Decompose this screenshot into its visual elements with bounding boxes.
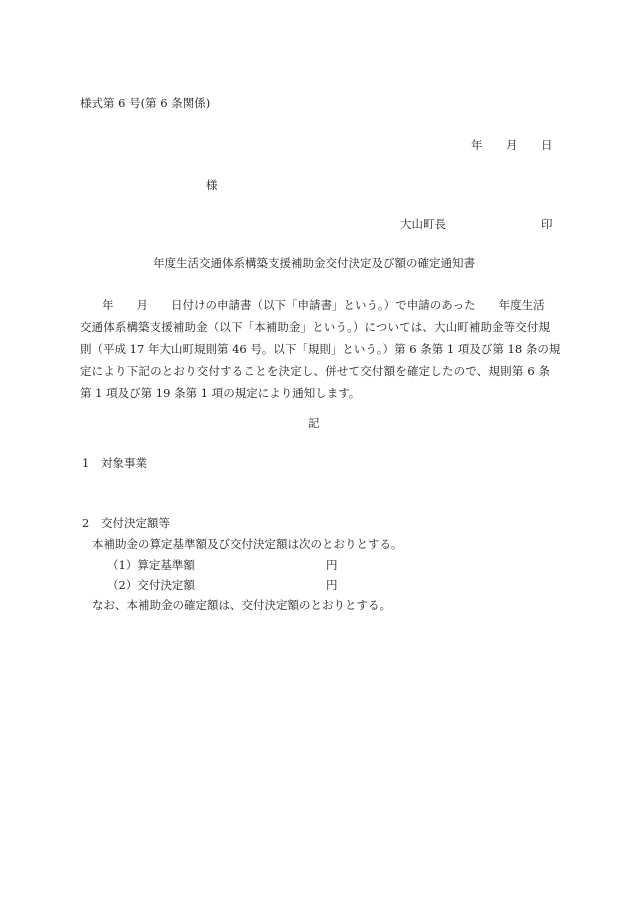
body-line: 定により下記のとおり交付することを決定し、併せて交付額を確定したので、規則第 6 条 [80, 364, 550, 378]
body-paragraph [80, 294, 561, 404]
date-day-label: 日 [541, 138, 553, 152]
date-year-label: 年 [471, 138, 483, 152]
form-number: 様式第 6 号(第 6 条関係) [80, 96, 211, 110]
section2-label: 交付決定額等 [101, 516, 170, 530]
body-line: 交通体系構築支援補助金（以下「本補助金」という。）については、大山町補助金等交付規 [80, 320, 550, 334]
section2-note: なお、本補助金の確定額は、交付決定額のとおりとする。 [92, 598, 391, 612]
ki-heading: 記 [308, 416, 320, 430]
section1-label: 対象事業 [101, 456, 147, 470]
item-label-decision-amount: （2）交付決定額 [107, 578, 195, 592]
section2-intro: 本補助金の算定基準額及び交付決定額は次のとおりとする。 [92, 537, 403, 551]
section1-number: 1 [82, 456, 90, 470]
body-line: 年 月 日付けの申請書（以下「申請書」という。）で申請のあった 年度生活 [102, 298, 545, 312]
section2-number: 2 [82, 516, 90, 530]
item-label-standard-amount: （1）算定基準額 [107, 558, 195, 572]
addressee-suffix: 様 [206, 178, 218, 192]
body-line: 則（平成 17 年大山町規則第 46 号。以下「規則」という。）第 6 条第 1 項及び第 18 条の規 [80, 342, 561, 356]
item-unit-decision-amount: 円 [326, 578, 338, 592]
date-month-label: 月 [506, 138, 518, 152]
seal-mark: 印 [541, 217, 553, 231]
issuer-name: 大山町長 [400, 217, 446, 231]
document-title: 年度生活交通体系構築支援補助金交付決定及び額の確定通知書 [153, 256, 475, 270]
item-unit-standard-amount: 円 [326, 558, 338, 572]
body-line: 第 1 項及び第 19 条第 1 項の規定により通知します。 [80, 386, 361, 400]
